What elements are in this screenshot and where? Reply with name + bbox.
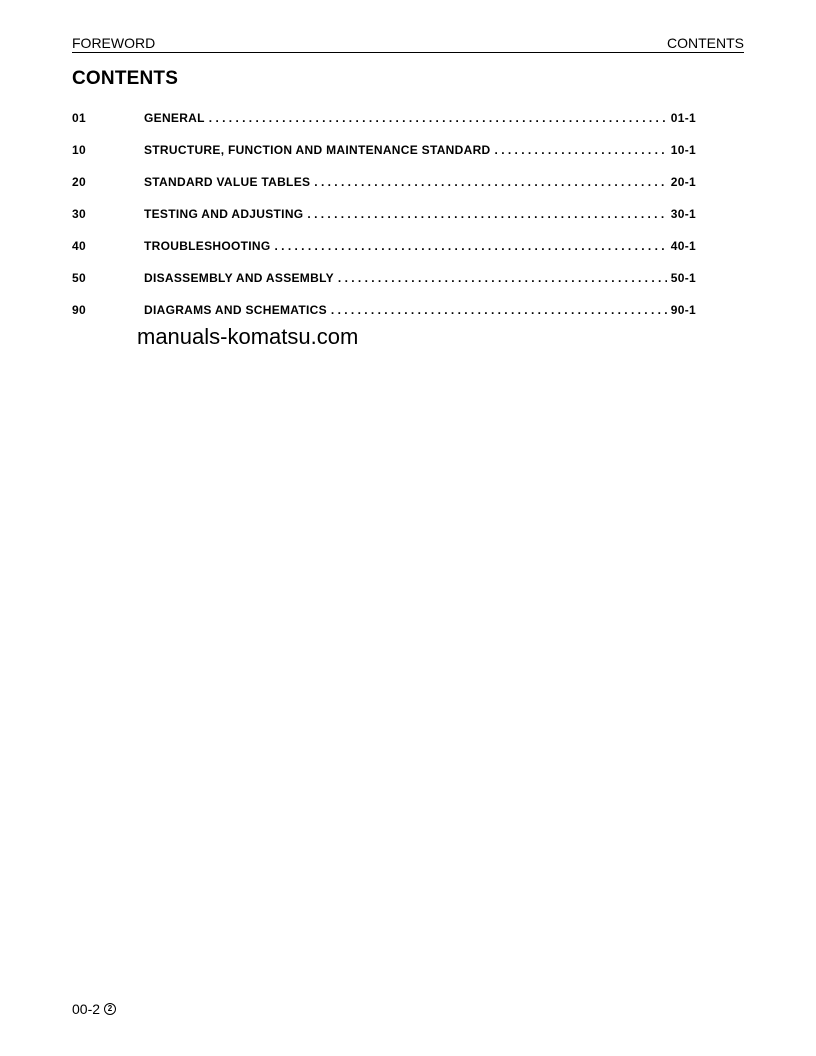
toc-entry — [144, 143, 696, 157]
dot-leader — [209, 111, 667, 125]
toc-number: 10 — [72, 143, 86, 157]
toc-number: 01 — [72, 111, 86, 125]
toc-row-20[interactable] — [72, 175, 696, 207]
toc-row-30[interactable] — [72, 207, 696, 239]
toc-title: DISASSEMBLY AND ASSEMBLY — [144, 271, 334, 285]
toc-number: 90 — [72, 303, 86, 317]
toc-page-number: 30-1 — [670, 207, 696, 221]
header-section-label: FOREWORD — [72, 35, 156, 51]
toc-entry — [144, 207, 696, 221]
revision-circle-icon: 2 — [104, 1003, 116, 1015]
toc-page-number: 50-1 — [670, 271, 696, 285]
toc-row-01[interactable] — [72, 111, 696, 143]
dot-leader — [307, 207, 666, 221]
dot-leader — [331, 303, 667, 317]
dot-leader — [275, 239, 667, 253]
toc-entry — [144, 175, 696, 189]
toc-title: TROUBLESHOOTING — [144, 239, 271, 253]
toc-entry — [144, 303, 696, 317]
toc-page-number: 01-1 — [670, 111, 696, 125]
toc-page-number: 90-1 — [670, 303, 696, 317]
page-header — [72, 35, 744, 53]
dot-leader — [314, 175, 666, 189]
toc-row-40[interactable] — [72, 239, 696, 271]
toc-title: GENERAL — [144, 111, 205, 125]
toc-page-number: 10-1 — [670, 143, 696, 157]
header-page-label: CONTENTS — [667, 35, 744, 51]
toc-title: STRUCTURE, FUNCTION AND MAINTENANCE STANDARD — [144, 143, 491, 157]
toc-title: TESTING AND ADJUSTING — [144, 207, 304, 221]
toc-entry — [144, 271, 696, 285]
toc-entry — [144, 111, 696, 125]
toc-row-50[interactable] — [72, 271, 696, 303]
toc-page-number: 20-1 — [670, 175, 696, 189]
toc-entry — [144, 239, 696, 253]
footer-page-number: 00-2 — [72, 1001, 101, 1017]
toc-number: 40 — [72, 239, 86, 253]
table-of-contents — [72, 111, 696, 335]
dot-leader — [338, 271, 667, 285]
toc-number: 30 — [72, 207, 86, 221]
toc-row-10[interactable] — [72, 143, 696, 175]
page-footer — [72, 1001, 116, 1017]
watermark-text: manuals-komatsu.com — [137, 324, 359, 349]
dot-leader — [495, 143, 667, 157]
page-title: CONTENTS — [72, 68, 179, 89]
toc-title: DIAGRAMS AND SCHEMATICS — [144, 303, 327, 317]
toc-page-number: 40-1 — [670, 239, 696, 253]
toc-title: STANDARD VALUE TABLES — [144, 175, 311, 189]
toc-number: 20 — [72, 175, 86, 189]
toc-number: 50 — [72, 271, 86, 285]
